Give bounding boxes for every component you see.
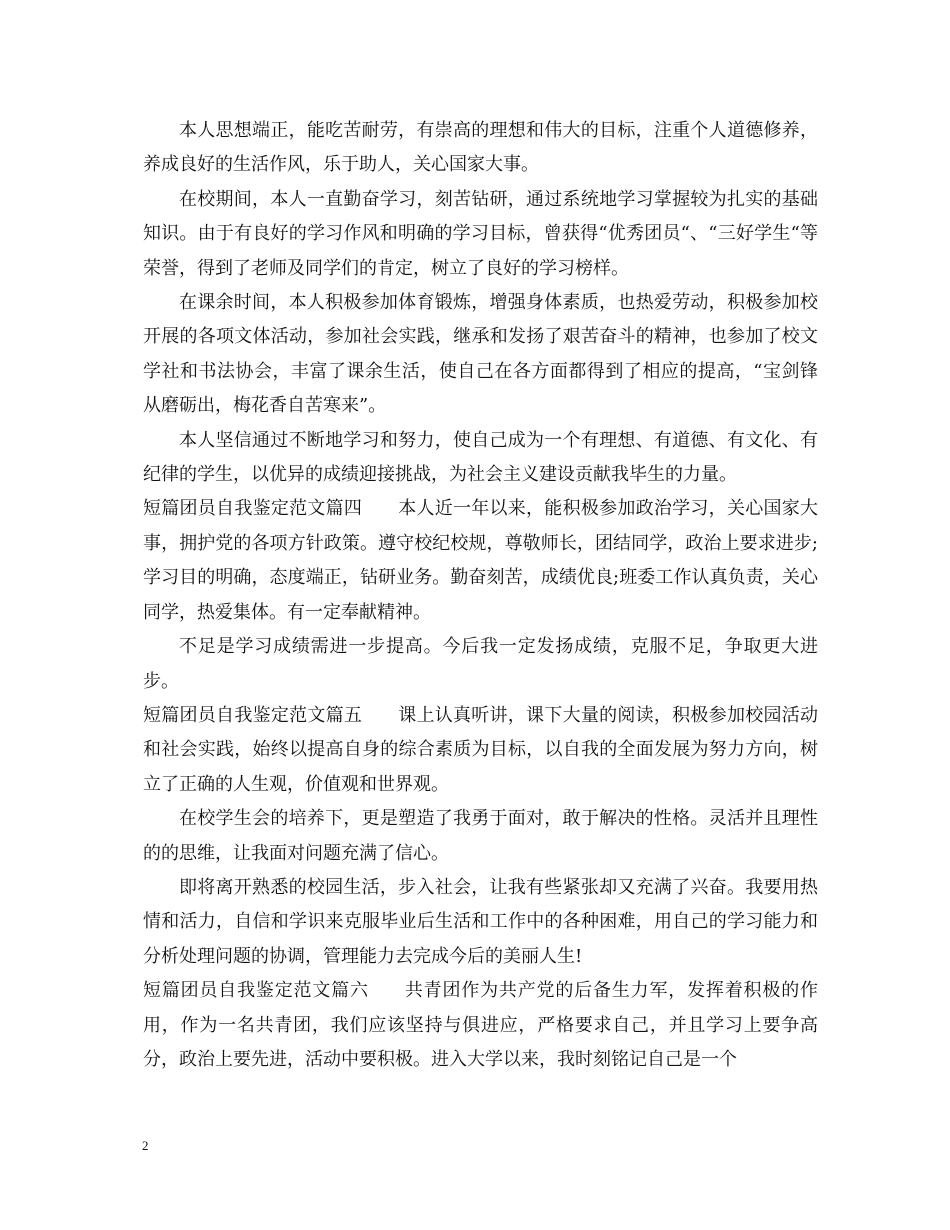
section-5-paragraph	[143, 699, 818, 802]
paragraph-4: 本人坚信通过不断地学习和努力，使自己成为一个有理想、有道德、有文化、有纪律的学生，以优异的成绩迎接挑战，为社会主义建设贡献我毕生的力量。	[143, 429, 818, 486]
document-body	[143, 114, 818, 1077]
section-5-follow-paragraph-2: 即将离开熟悉的校园生活，步入社会，让我有些紧张却又充满了兴奋。我要用热情和活力，自信和学识来克服毕业后生活和工作中的各种困难，用自己的学习能力和分析处理问题的协调，管理能力去完成今后的美丽人生!	[143, 876, 818, 967]
paragraph-3: 在课余时间，本人积极参加体育锻炼，增强身体素质，也热爱劳动，积极参加校开展的各项文体活动，参加社会实践，继承和发扬了艰苦奋斗的精神，也参加了校文学社和书法协会，丰富了课余生活，使自己在各方面都得到了相应的提高，“宝剑锋从磨砺出，梅花香自苦寒来”。	[143, 292, 818, 417]
section-5-follow-paragraph-1: 在校学生会的培养下，更是塑造了我勇于面对，敢于解决的性格。灵活并且理性的的思维，让我面对问题充满了信心。	[143, 808, 818, 864]
section-5-heading: 短篇团员自我鉴定范文篇五	[143, 704, 363, 726]
paragraph-2: 在校期间，本人一直勤奋学习，刻苦钻研，通过系统地学习掌握较为扎实的基础知识。由于有良好的学习作风和明确的学习目标，曾获得“优秀团员“、“三好学生“等荣誉，得到了老师及同学们的肯定，树立了良好的学习榜样。	[143, 188, 818, 279]
page-number: 2	[142, 1138, 149, 1153]
section-4-paragraph	[143, 492, 818, 630]
paragraph-1: 本人思想端正，能吃苦耐劳，有崇高的理想和伟大的目标，注重个人道德修养，养成良好的生活作风，乐于助人，关心国家大事。	[143, 120, 818, 176]
section-6-paragraph	[143, 974, 818, 1077]
section-6-heading: 短篇团员自我鉴定范文篇六	[143, 980, 369, 1002]
section-6-text: 共青团作为共产党的后备生力军，发挥着积极的作用，作为一名共青团，我们应该坚持与俱进应，严格要求自己，并且学习上要争高分，政治上要先进，活动中要积极。进入大学以来，我时刻铭记自己是一个	[143, 980, 819, 1070]
section-4-heading: 短篇团员自我鉴定范文篇四	[143, 498, 363, 520]
section-4-follow-paragraph: 不足是学习成绩需进一步提高。今后我一定发扬成绩，克服不足，争取更大进步。	[143, 636, 818, 692]
section-5-text: 课上认真听讲，课下大量的阅读，积极参加校园活动和社会实践，始终以提高自身的综合素质为目标，以自我的全面发展为努力方向，树立了正确的人生观，价值观和世界观。	[143, 704, 819, 795]
section-4-text: 本人近一年以来，能积极参加政治学习，关心国家大事，拥护党的各项方针政策。遵守校纪校规，尊敬师长，团结同学，政治上要求进步;学习目的明确，态度端正，钻研业务。勤奋刻苦，成绩优良;班委工作认真负责，关心同学，热爱集体。有一定奉献精神。	[143, 498, 819, 623]
